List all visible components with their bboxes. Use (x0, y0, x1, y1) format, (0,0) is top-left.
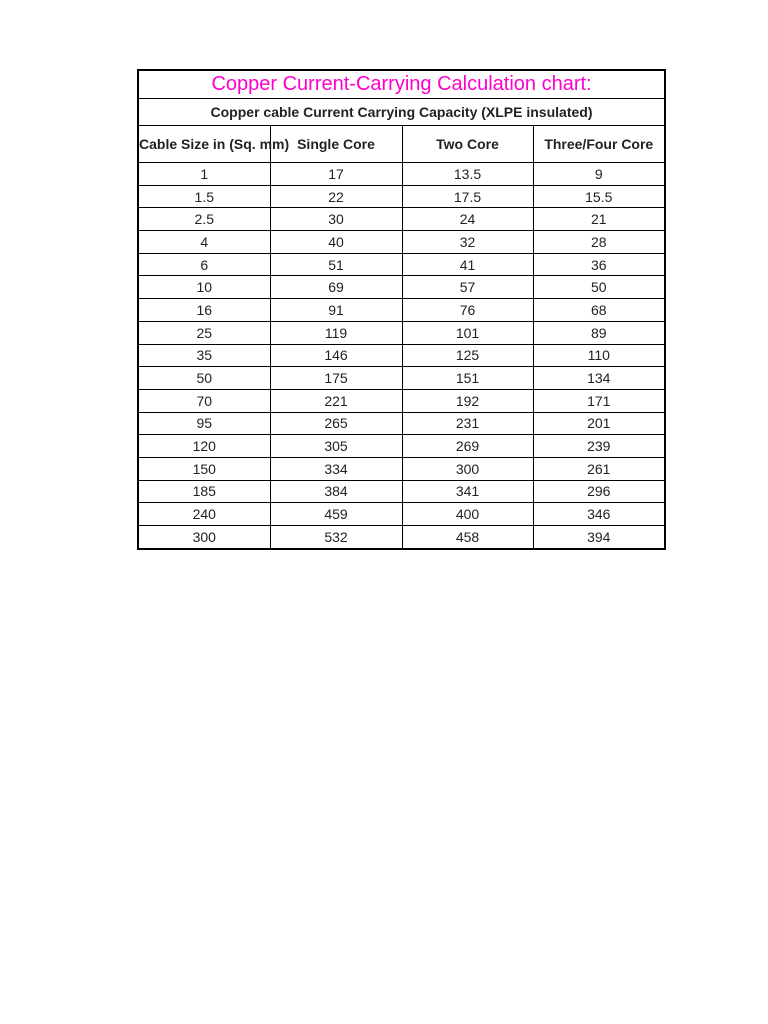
cell-single-core: 40 (270, 231, 402, 254)
table-row (138, 163, 665, 186)
cell-two-core: 24 (402, 208, 533, 231)
table-row (138, 253, 665, 276)
cell-three-four-core: 110 (533, 344, 665, 367)
header-cable-size: Cable Size in (Sq. mm) (138, 126, 270, 163)
cell-cable-size: 16 (138, 299, 270, 322)
cell-three-four-core: 346 (533, 503, 665, 526)
cell-two-core: 192 (402, 389, 533, 412)
cell-single-core: 22 (270, 185, 402, 208)
cell-cable-size: 2.5 (138, 208, 270, 231)
table-row (138, 412, 665, 435)
cell-three-four-core: 36 (533, 253, 665, 276)
title-row (138, 70, 665, 99)
table-row (138, 389, 665, 412)
table-row (138, 503, 665, 526)
cell-single-core: 119 (270, 321, 402, 344)
table-row (138, 321, 665, 344)
cell-cable-size: 150 (138, 457, 270, 480)
table-row (138, 208, 665, 231)
cell-three-four-core: 21 (533, 208, 665, 231)
cell-single-core: 91 (270, 299, 402, 322)
subtitle-row (138, 99, 665, 126)
cell-two-core: 269 (402, 435, 533, 458)
table-row (138, 435, 665, 458)
table-title: Copper Current-Carrying Calculation chart: (138, 70, 665, 99)
cell-three-four-core: 239 (533, 435, 665, 458)
cell-three-four-core: 261 (533, 457, 665, 480)
header-row (138, 126, 665, 163)
cell-cable-size: 10 (138, 276, 270, 299)
cell-single-core: 532 (270, 526, 402, 549)
table-row (138, 457, 665, 480)
cell-single-core: 265 (270, 412, 402, 435)
cell-three-four-core: 15.5 (533, 185, 665, 208)
cell-two-core: 101 (402, 321, 533, 344)
header-single-core: Single Core (270, 126, 402, 163)
cell-two-core: 32 (402, 231, 533, 254)
cell-cable-size: 35 (138, 344, 270, 367)
cell-two-core: 13.5 (402, 163, 533, 186)
cell-three-four-core: 68 (533, 299, 665, 322)
cell-cable-size: 70 (138, 389, 270, 412)
cell-two-core: 341 (402, 480, 533, 503)
cell-cable-size: 4 (138, 231, 270, 254)
cell-single-core: 30 (270, 208, 402, 231)
table-subtitle: Copper cable Current Carrying Capacity (XLPE insulated) (138, 99, 665, 126)
table-row (138, 480, 665, 503)
cell-three-four-core: 394 (533, 526, 665, 549)
cell-three-four-core: 28 (533, 231, 665, 254)
cell-single-core: 69 (270, 276, 402, 299)
cell-cable-size: 95 (138, 412, 270, 435)
cell-two-core: 458 (402, 526, 533, 549)
cell-three-four-core: 50 (533, 276, 665, 299)
cell-cable-size: 25 (138, 321, 270, 344)
cell-three-four-core: 89 (533, 321, 665, 344)
cell-two-core: 76 (402, 299, 533, 322)
table-row (138, 344, 665, 367)
cell-cable-size: 1.5 (138, 185, 270, 208)
cell-single-core: 305 (270, 435, 402, 458)
current-capacity-table (137, 69, 666, 550)
cell-two-core: 57 (402, 276, 533, 299)
cell-single-core: 384 (270, 480, 402, 503)
cell-two-core: 231 (402, 412, 533, 435)
table-row (138, 299, 665, 322)
cell-three-four-core: 9 (533, 163, 665, 186)
cell-three-four-core: 171 (533, 389, 665, 412)
cell-single-core: 17 (270, 163, 402, 186)
cell-two-core: 400 (402, 503, 533, 526)
cell-two-core: 151 (402, 367, 533, 390)
cell-two-core: 17.5 (402, 185, 533, 208)
table-row (138, 367, 665, 390)
header-three-four-core: Three/Four Core (533, 126, 665, 163)
cell-three-four-core: 296 (533, 480, 665, 503)
cell-cable-size: 6 (138, 253, 270, 276)
cell-two-core: 41 (402, 253, 533, 276)
table-row (138, 526, 665, 549)
cell-cable-size: 185 (138, 480, 270, 503)
cell-single-core: 221 (270, 389, 402, 412)
cell-cable-size: 120 (138, 435, 270, 458)
table-row (138, 185, 665, 208)
table-row (138, 276, 665, 299)
cell-single-core: 51 (270, 253, 402, 276)
cell-two-core: 300 (402, 457, 533, 480)
table-row (138, 231, 665, 254)
cell-three-four-core: 201 (533, 412, 665, 435)
cell-cable-size: 1 (138, 163, 270, 186)
cell-single-core: 459 (270, 503, 402, 526)
cell-cable-size: 240 (138, 503, 270, 526)
cell-cable-size: 300 (138, 526, 270, 549)
header-two-core: Two Core (402, 126, 533, 163)
cell-cable-size: 50 (138, 367, 270, 390)
cell-single-core: 334 (270, 457, 402, 480)
cell-two-core: 125 (402, 344, 533, 367)
cell-single-core: 175 (270, 367, 402, 390)
cell-single-core: 146 (270, 344, 402, 367)
cell-three-four-core: 134 (533, 367, 665, 390)
